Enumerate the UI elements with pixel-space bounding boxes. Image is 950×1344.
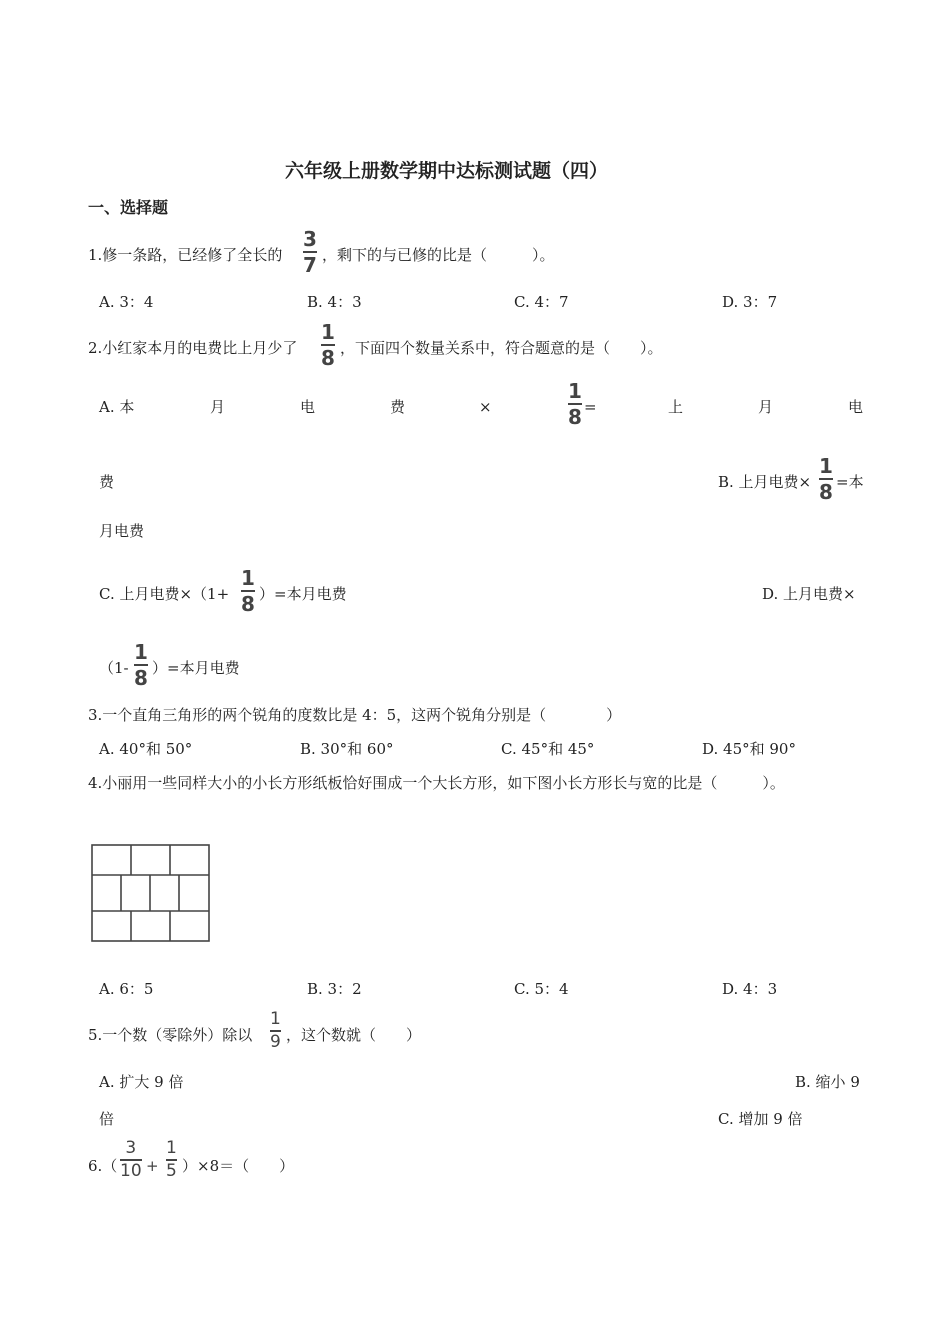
rectangle-tiling-figure [91, 844, 210, 942]
q5-fraction-denominator: 9 [270, 1032, 281, 1052]
q3-text: 3.一个直角三角形的两个锐角的度数比是 4：5，这两个锐角分别是（ ） [88, 706, 622, 724]
q3-option-d[interactable]: D. 45°和 90° [702, 740, 796, 758]
q2-option-a-part: 电 [848, 398, 864, 416]
q2-option-a-part: 电 [300, 398, 316, 416]
q2-option-d[interactable]: D. 上月电费× [762, 585, 856, 603]
q1-option-c[interactable]: C. 4：7 [514, 293, 569, 311]
q2-option-d-tail-pre: （1- [99, 659, 129, 677]
q5-option-b-tail: 倍 [99, 1110, 115, 1128]
q2-option-c-fraction-numerator: 1 [241, 566, 255, 590]
q2-option-d-fraction-numerator: 1 [134, 640, 148, 664]
q1-text-post: ，剩下的与已修的比是（ ）。 [322, 246, 555, 264]
q1-option-d[interactable]: D. 3：7 [722, 293, 778, 311]
q5-option-a[interactable]: A. 扩大 9 倍 [99, 1073, 184, 1091]
q1-text-pre: 1.修一条路，已经修了全长的 [88, 246, 283, 264]
q2-fraction-numerator: 1 [321, 320, 335, 344]
q2-option-d-tail-post: ）=本月电费 [152, 659, 240, 677]
q4-text: 4.小丽用一些同样大小的小长方形纸板恰好围成一个大长方形，如下图小长方形长与宽的比是（ ）。 [88, 774, 785, 792]
q6-fraction-1 [120, 1140, 142, 1180]
page-title: 六年级上册数学期中达标测试题（四） [285, 160, 609, 182]
q6-fraction-2-denominator: 5 [166, 1161, 177, 1181]
q2-option-c-post: ）=本月电费 [259, 585, 347, 603]
q4-option-d[interactable]: D. 4：3 [722, 980, 778, 998]
q2-fraction [321, 322, 335, 368]
q6-text-pre: 6.（ [88, 1157, 118, 1175]
q4-option-c[interactable]: C. 5：4 [514, 980, 569, 998]
q6-plus: + [146, 1157, 159, 1175]
q2-option-a-tail: 费 [99, 473, 115, 491]
q2-text-post: ，下面四个数量关系中，符合题意的是（ ）。 [340, 339, 663, 357]
q2-option-b-fraction [819, 456, 833, 502]
q3-option-a[interactable]: A. 40°和 50° [99, 740, 193, 758]
q4-option-b[interactable]: B. 3：2 [307, 980, 362, 998]
q3-option-b[interactable]: B. 30°和 60° [300, 740, 394, 758]
q2-fraction-denominator: 8 [321, 346, 335, 370]
q5-text-post: ，这个数就（ ） [286, 1026, 422, 1044]
q1-fraction-denominator: 7 [303, 253, 317, 277]
q6-fraction-1-numerator: 3 [125, 1138, 137, 1158]
q1-fraction-numerator: 3 [303, 227, 317, 251]
q6-fraction-2-numerator: 1 [166, 1138, 177, 1158]
q2-option-c[interactable]: C. 上月电费×（1+ [99, 585, 230, 603]
q2-option-b-tail: 月电费 [99, 522, 145, 540]
q1-fraction [303, 229, 317, 275]
q2-option-b-fraction-denominator: 8 [819, 480, 833, 504]
q6-fraction-1-denominator: 10 [120, 1161, 142, 1181]
q2-option-a-fraction-numerator: 1 [568, 379, 582, 403]
q2-option-a-part: × [479, 398, 492, 416]
q2-text-pre: 2.小红家本月的电费比上月少了 [88, 339, 298, 357]
q2-option-a-part: = [584, 398, 597, 416]
q4-option-a[interactable]: A. 6：5 [99, 980, 154, 998]
q2-option-c-fraction-denominator: 8 [241, 592, 255, 616]
q2-option-d-fraction [134, 642, 148, 688]
q1-option-b[interactable]: B. 4：3 [307, 293, 362, 311]
q5-option-c[interactable]: C. 增加 9 倍 [718, 1110, 803, 1128]
q2-option-a-fraction-denominator: 8 [568, 405, 582, 429]
q2-option-a-part: 月 [210, 398, 226, 416]
q2-option-a-part: 月 [758, 398, 774, 416]
q2-option-b-fraction-numerator: 1 [819, 454, 833, 478]
q2-option-a-fraction [568, 381, 582, 427]
q2-option-a-part: 费 [390, 398, 406, 416]
q1-option-a[interactable]: A. 3：4 [99, 293, 154, 311]
q3-option-c[interactable]: C. 45°和 45° [501, 740, 595, 758]
q2-option-b[interactable]: B. 上月电费× [718, 473, 812, 491]
q5-text-pre: 5.一个数（零除外）除以 [88, 1026, 253, 1044]
q2-option-a-part: 上 [668, 398, 684, 416]
q2-option-d-fraction-denominator: 8 [134, 666, 148, 690]
q5-option-b[interactable]: B. 缩小 9 [795, 1073, 860, 1091]
section-heading: 一、选择题 [88, 198, 169, 217]
q2-option-a-part[interactable]: A. 本 [99, 398, 135, 416]
q5-fraction [270, 1011, 281, 1051]
q6-text-post: ）×8＝（ ） [182, 1157, 295, 1175]
q2-option-b-post: =本 [836, 473, 864, 491]
q6-fraction-2 [166, 1140, 177, 1180]
q2-option-c-fraction [241, 568, 255, 614]
q5-fraction-numerator: 1 [270, 1009, 281, 1029]
